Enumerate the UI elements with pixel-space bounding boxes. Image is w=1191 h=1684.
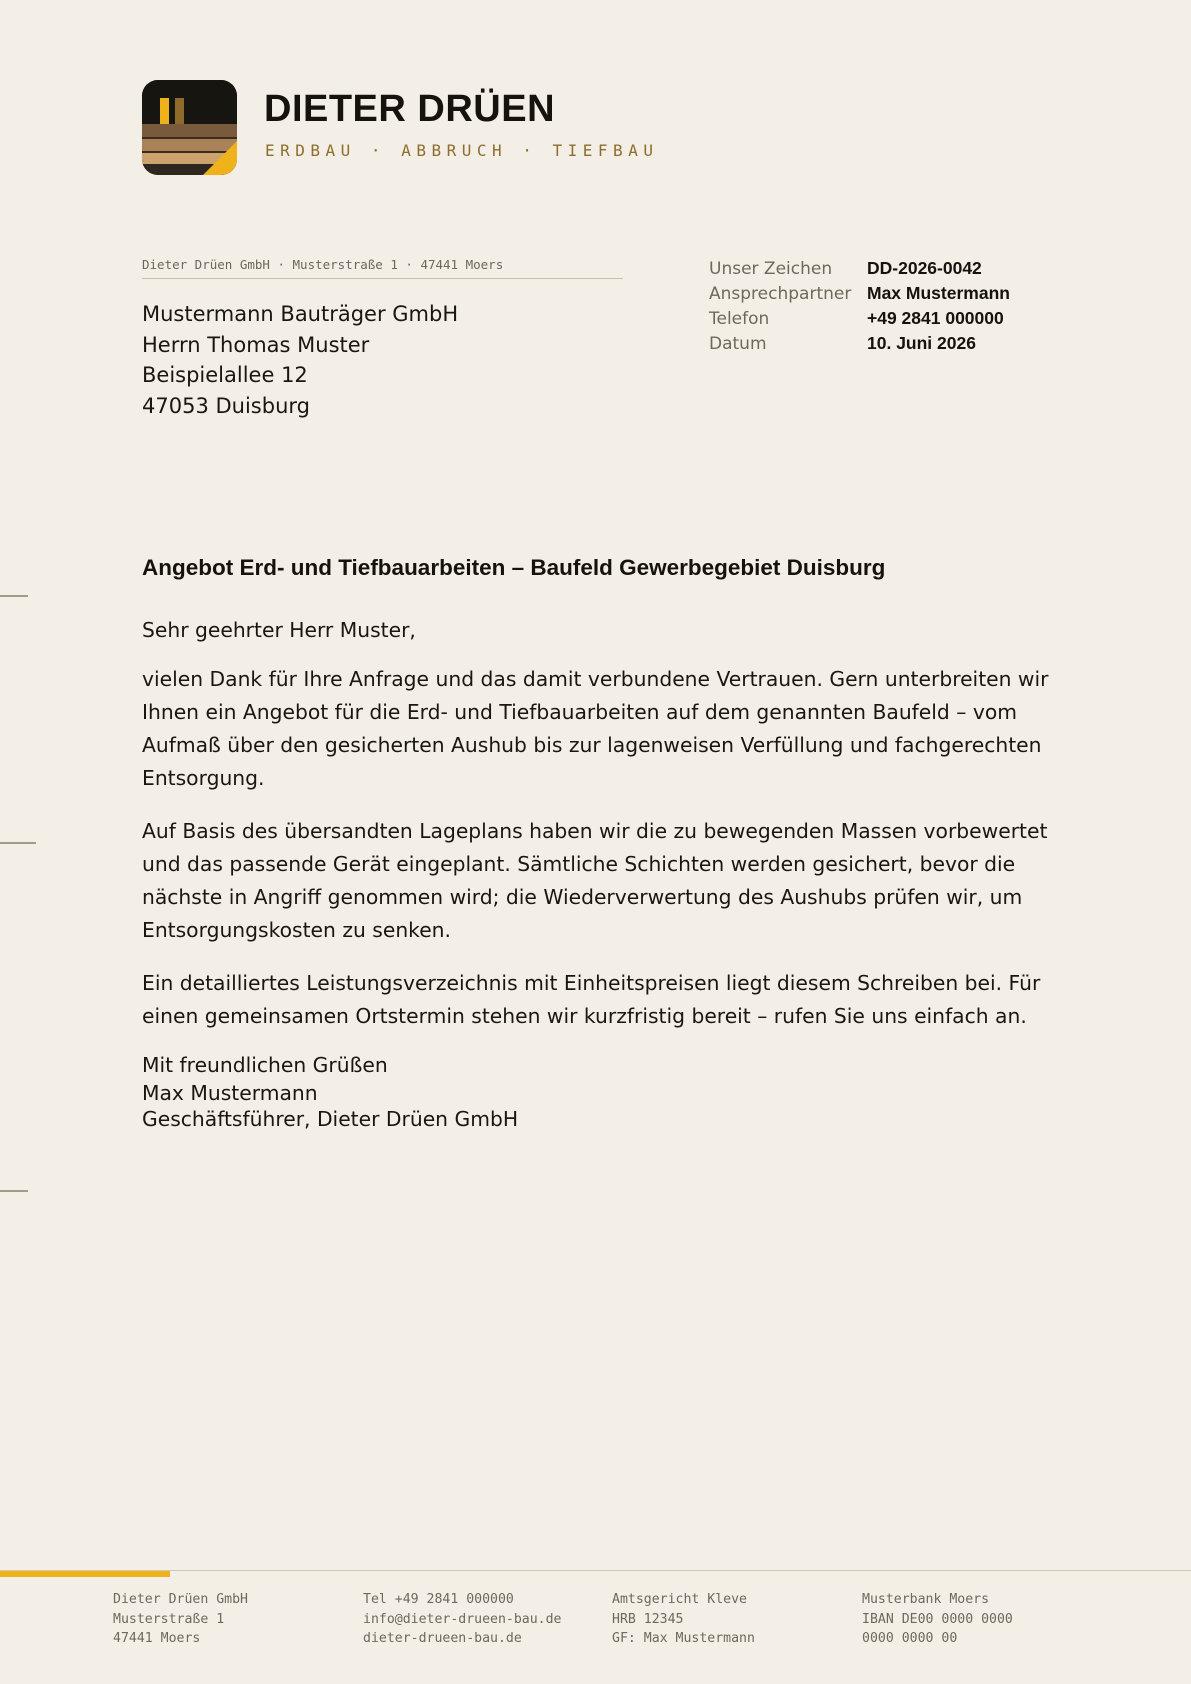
footer-line: 0000 0000 00	[862, 1631, 958, 1646]
recipient-address	[142, 299, 458, 421]
footer-line: Musterbank Moers	[862, 1592, 990, 1607]
meta-label: Unser Zeichen	[709, 258, 833, 279]
footer-line: HRB 12345	[612, 1611, 684, 1627]
recipient-street: Beispielallee 12	[142, 363, 308, 387]
company-tagline: ERDBAU · ABBRUCH · TIEFBAU	[265, 141, 659, 160]
recipient-company: Mustermann Bauträger GmbH	[142, 302, 459, 326]
meta-row-phone	[709, 306, 1010, 331]
excavation-layers-logo-icon	[142, 80, 237, 175]
footer-column-contact	[363, 1590, 562, 1649]
recipient-person: Herrn Thomas Muster	[142, 332, 370, 357]
meta-row-reference	[709, 256, 1010, 281]
footer-column-register	[612, 1590, 755, 1649]
footer-line: Dieter Drüen GmbH	[113, 1592, 248, 1607]
letter-greeting: Sehr geehrter Herr Muster,	[142, 618, 416, 642]
meta-label: Ansprechpartner	[709, 283, 852, 304]
sender-return-line: Dieter Drüen GmbH · Musterstraße 1 · 47441 Moers	[142, 257, 623, 279]
footer-website-link[interactable]: dieter-drueen-bau.de	[363, 1631, 522, 1646]
letter-paragraph: Ein detailliertes Leistungsverzeichnis mit Einheitspreisen liegt diesem Schreiben bei. Für einen gemeinsamen Ortstermin stehen wir kurzfristig bereit – rufen Sie uns einfach an.	[142, 971, 1041, 1028]
letter-subject: Angebot Erd- und Tiefbauarbeiten – Baufeld Gewerbegebiet Duisburg	[142, 555, 886, 580]
footer-line: IBAN DE00 0000 0000	[862, 1611, 1013, 1627]
signer-title: Geschäftsführer, Dieter Drüen GmbH	[142, 1107, 519, 1131]
fold-mark-bottom	[0, 1190, 28, 1192]
meta-value: DD-2026-0042	[867, 258, 982, 278]
letter-paragraph: Auf Basis des übersandten Lageplans haben wir die zu bewegenden Massen vorbewertet und das passende Gerät eingeplant. Sämtliche Schichten werden gesichert, bevor die nächste in Angriff genommen wird; die Wiederverwertung des Aushubs prüfen wir, um Entsorgungskosten zu senken.	[142, 819, 1048, 942]
meta-value: 10. Juni 2026	[867, 333, 976, 353]
footer-line: Amtsgericht Kleve	[612, 1592, 747, 1607]
recipient-city: 47053 Duisburg	[142, 393, 310, 418]
signature-block	[142, 1080, 518, 1132]
meta-value: +49 2841 000000	[867, 308, 1004, 328]
footer-email-link[interactable]: info@dieter-drueen-bau.de	[363, 1611, 562, 1627]
punch-mark	[0, 842, 36, 844]
footer-line: GF: Max Mustermann	[612, 1631, 755, 1646]
fold-mark-top	[0, 595, 28, 597]
meta-value: Max Mustermann	[867, 283, 1010, 303]
meta-label: Telefon	[709, 308, 770, 329]
footer-accent-bar	[0, 1571, 170, 1577]
letter-meta	[709, 256, 1010, 356]
meta-label: Datum	[709, 333, 767, 354]
footer-divider	[0, 1570, 1191, 1571]
letter-body	[142, 614, 1077, 1082]
signer-name: Max Mustermann	[142, 1081, 318, 1105]
footer-line: 47441 Moers	[113, 1631, 201, 1646]
footer-phone: Tel +49 2841 000000	[363, 1592, 514, 1607]
letter-paragraph: vielen Dank für Ihre Anfrage und das damit verbundene Vertrauen. Gern unterbreiten wir Ihnen ein Angebot für die Erd- und Tiefbauarbeiten auf dem genannten Baufeld – vom Aufmaß über den gesicherten Aushub bis zur lagenweisen Verfüllung und fachgerechten Entsorgung.	[142, 667, 1049, 790]
letter-closing: Mit freundlichen Grüßen	[142, 1053, 388, 1077]
footer-column-address	[113, 1590, 248, 1649]
meta-row-date	[709, 331, 1010, 356]
company-name: DIETER DRÜEN	[264, 88, 556, 130]
meta-row-contact	[709, 281, 1010, 306]
footer-column-bank	[862, 1590, 1013, 1649]
footer-line: Musterstraße 1	[113, 1611, 225, 1627]
